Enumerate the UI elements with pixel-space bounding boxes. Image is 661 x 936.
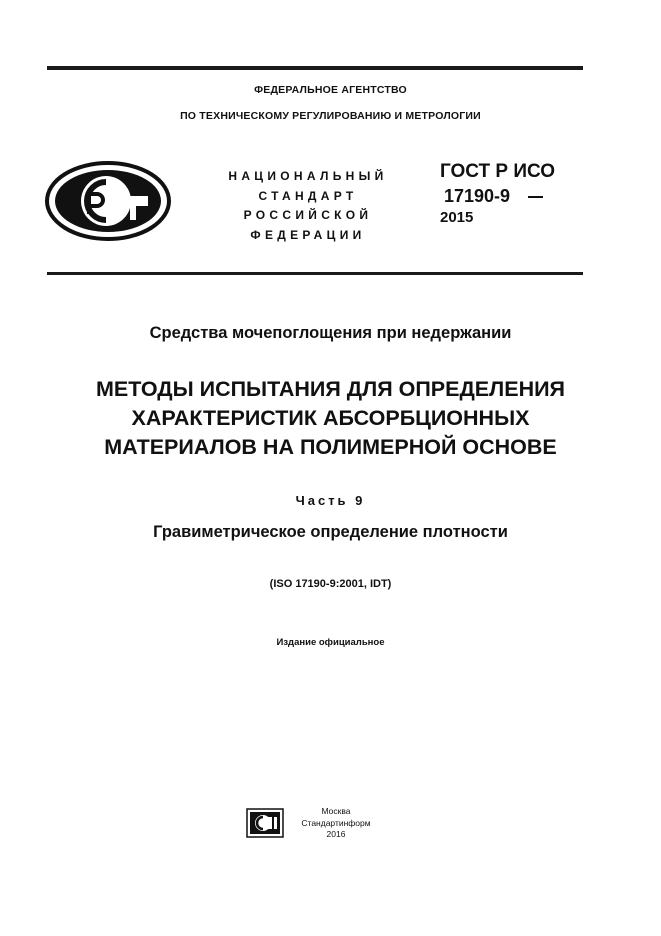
part-label: Часть 9 [295, 493, 366, 508]
gost-title: ГОСТ Р ИСО [440, 161, 556, 182]
publisher-name: Стандартинформ [301, 817, 371, 828]
title-line-2: ХАРАКТЕРИСТИК АБСОРБЦИОННЫХ [131, 406, 530, 430]
title-line-1: МЕТОДЫ ИСПЫТАНИЯ ДЛЯ ОПРЕДЕЛЕНИЯ [95, 377, 566, 401]
national-line-1: НАЦИОНАЛЬНЫЙ [228, 169, 388, 183]
top-rule [47, 66, 583, 70]
agency-line-2: ПО ТЕХНИЧЕСКОМУ РЕГУЛИРОВАНИЮ И МЕТРОЛОГИИ [180, 110, 481, 122]
publisher-city: Москва [321, 806, 351, 816]
edition-note: Издание официальное [276, 637, 385, 648]
title-line-3: МАТЕРИАЛОВ НА ПОЛИМЕРНОЙ ОСНОВЕ [104, 435, 557, 459]
standartinform-logo-icon [246, 808, 284, 838]
publisher-info [288, 806, 384, 841]
document-title [0, 375, 661, 462]
gost-dash [528, 196, 543, 198]
publisher-year: 2016 [326, 829, 346, 839]
middle-rule [47, 272, 583, 275]
gost-year: 2015 [440, 209, 474, 226]
national-standard-label [208, 167, 408, 245]
rst-certification-logo-icon [44, 160, 172, 242]
national-line-4: ФЕДЕРАЦИИ [250, 227, 366, 242]
subject-heading: Средства мочепоглощения при недержании [149, 324, 512, 342]
iso-reference: (ISO 17190-9:2001, IDT) [269, 578, 392, 590]
national-line-3: РОССИЙСКОЙ [243, 208, 373, 222]
part-subtitle: Гравиметрическое определение плотности [153, 523, 508, 541]
gost-number: 17190-9 [444, 186, 511, 206]
national-line-2: СТАНДАРТ [258, 188, 358, 203]
agency-line-1: ФЕДЕРАЛЬНОЕ АГЕНТСТВО [254, 84, 407, 96]
